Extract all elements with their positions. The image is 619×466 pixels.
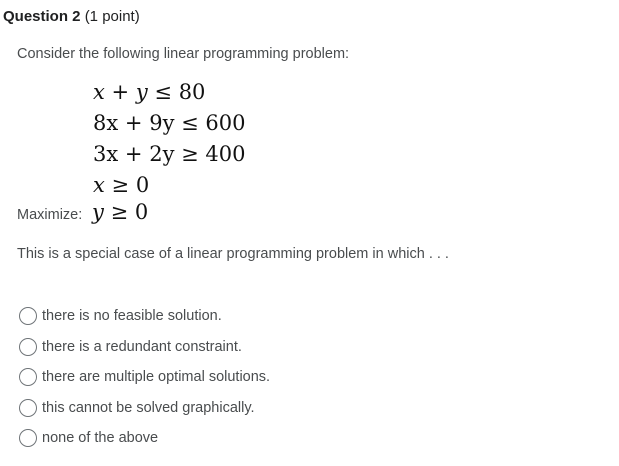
answer-option-label[interactable]: there is no feasible solution.	[42, 308, 222, 325]
constraint-1-term-a: x	[93, 80, 105, 104]
radio-button[interactable]	[19, 429, 37, 447]
maximize-expression	[92, 200, 148, 224]
maximize-label: Maximize:	[17, 207, 83, 223]
radio-button[interactable]	[19, 399, 37, 417]
maximize-variable: y	[92, 200, 104, 224]
constraint-3-term-b: 2y	[149, 142, 175, 166]
question-title: Question 2	[3, 8, 81, 25]
constraint-1-operator: +	[111, 80, 130, 104]
answer-option-label[interactable]: there are multiple optimal solutions.	[42, 369, 271, 386]
radio-button[interactable]	[19, 338, 37, 356]
constraint-3-relation: ≥	[181, 142, 199, 166]
constraint-2-relation: ≤	[181, 111, 199, 135]
question-followup: This is a special case of a linear programming problem in which . . .	[17, 246, 449, 262]
answer-option-label[interactable]: none of the above	[42, 430, 159, 447]
constraint-1-relation: ≤	[154, 80, 172, 104]
maximize-rhs: 0	[134, 200, 149, 224]
radio-button[interactable]	[19, 368, 37, 386]
constraint-4	[93, 173, 149, 197]
constraint-1	[93, 80, 205, 104]
constraint-2	[93, 111, 246, 135]
answer-option-multiple-optimal[interactable]	[19, 362, 270, 393]
radio-button[interactable]	[19, 307, 37, 325]
constraint-3-operator: +	[124, 142, 143, 166]
answer-options	[19, 301, 270, 454]
constraint-2-operator: +	[124, 111, 143, 135]
constraint-3-rhs: 400	[205, 142, 246, 166]
constraint-4-relation: ≥	[111, 173, 130, 197]
maximize-relation: ≥	[110, 200, 129, 224]
constraint-4-term-a: x	[93, 173, 105, 197]
constraint-1-term-b: y	[135, 80, 148, 104]
constraint-2-term-a: 8x	[93, 111, 119, 135]
question-header	[3, 8, 140, 25]
answer-option-no-feasible-solution[interactable]	[19, 301, 270, 332]
answer-option-label[interactable]: this cannot be solved graphically.	[42, 399, 255, 416]
answer-option-none-of-above[interactable]	[19, 423, 270, 454]
constraint-4-rhs: 0	[135, 173, 150, 197]
question-prompt: Consider the following linear programming problem:	[17, 46, 350, 62]
constraint-1-rhs: 80	[178, 80, 206, 104]
answer-option-not-graphical[interactable]	[19, 393, 270, 424]
constraint-3	[93, 142, 246, 166]
question-points: (1 point)	[84, 8, 140, 25]
answer-option-redundant-constraint[interactable]	[19, 332, 270, 363]
constraint-3-term-a: 3x	[93, 142, 119, 166]
constraint-2-term-b: 9y	[149, 111, 175, 135]
constraint-2-rhs: 600	[205, 111, 246, 135]
answer-option-label[interactable]: there is a redundant constraint.	[42, 338, 242, 355]
